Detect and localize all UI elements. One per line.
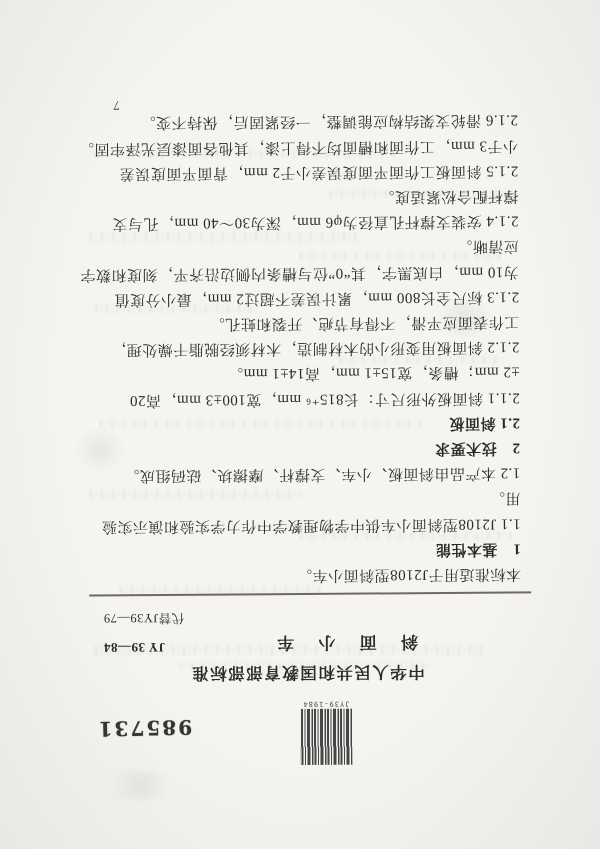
body-line: 应清晰。 bbox=[456, 237, 519, 255]
document-title: 斜 面 小 车 bbox=[267, 632, 418, 653]
section-heading: 2.1 斜面板 bbox=[448, 414, 521, 431]
title-row bbox=[93, 631, 521, 658]
body-line: 2.1.2 斜面板用变形小的木材制造，木材须经脱脂干燥处理， bbox=[110, 338, 520, 358]
body-line: 2.1.6 滑轮支架结构应能调整，一经紧固后，保持不变。 bbox=[140, 111, 518, 131]
body-line: 用。 bbox=[489, 489, 521, 507]
page-number: 7 bbox=[113, 98, 120, 114]
replaces-note: 代替JY39—79 bbox=[103, 610, 185, 626]
header-divider bbox=[89, 591, 531, 596]
section-heading: 2 技术要求 bbox=[434, 439, 521, 457]
body-line: ±2 mm；槽条，宽15±1 mm，高14±1 mm。 bbox=[227, 363, 520, 382]
body-line: 1.2 本产品由斜面板、小车、支撑杆、摩擦块、砝码组成。 bbox=[123, 464, 521, 484]
body-line: 2.1.3 标尺全长800 mm，累计误差不超过2 mm，最小分度值 bbox=[114, 288, 520, 308]
body-line: 本标准适用于J2108型斜面小车。 bbox=[296, 565, 522, 584]
body-line: 撑杆配合松紧适度。 bbox=[378, 187, 519, 205]
standard-header: 中华人民共和国教育部部标准 bbox=[190, 662, 425, 683]
body-line: 小于3 mm，工作面和槽面均不得上漆，其他各面漆层光泽牢固。 bbox=[78, 137, 519, 157]
section-heading: 1 基本性能 bbox=[435, 540, 521, 557]
body-text bbox=[78, 107, 522, 589]
body-line: 工作表面应平滑，不得有节疤、开裂和蛀孔。 bbox=[209, 313, 520, 332]
body-line: 2.1.5 斜面板工作面平面度误差小于2 mm，背面平面度误差 bbox=[119, 162, 519, 182]
barcode-label: JY39-1984 bbox=[302, 699, 350, 708]
body-line: 2.1.4 安装支撑杆孔直径为φ6 mm，深为30～40 mm，孔与支 bbox=[111, 212, 519, 232]
body-line: 1.1 J2108型斜面小车供中学物理教学中作力学实验和演示实验 bbox=[101, 515, 521, 534]
standard-number: JY 39—84 bbox=[103, 639, 166, 656]
library-stamp-number: 985731 bbox=[96, 715, 193, 742]
body-line: 2.1.1 斜面板外形尺寸：长815⁺⁶ mm，宽100±3 mm，高20 bbox=[129, 389, 520, 408]
barcode bbox=[300, 709, 352, 765]
body-line: 为10 mm，白底黑字，其“0”位与槽条内侧边沿齐平，刻度和数字 bbox=[79, 263, 519, 283]
